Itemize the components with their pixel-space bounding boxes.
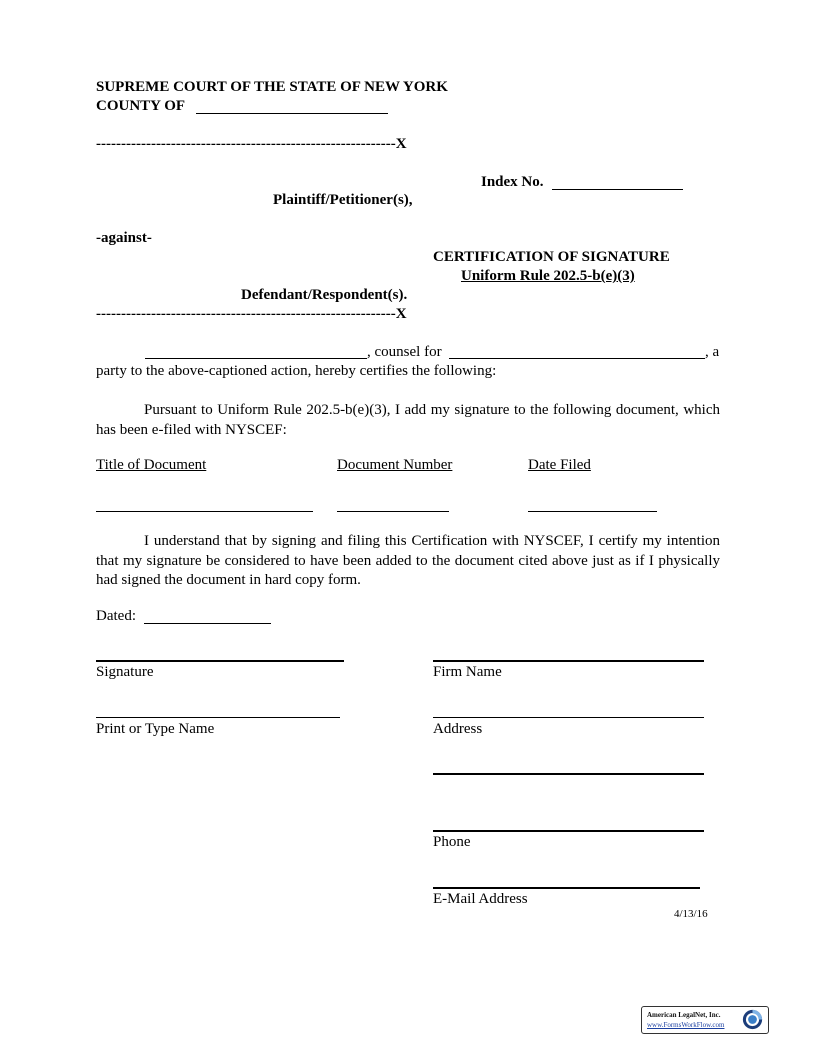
index-label: Index No.	[481, 174, 544, 190]
date-filed-header: Date Filed	[528, 457, 591, 473]
dated-label: Dated:	[96, 608, 136, 624]
title-of-document-blank[interactable]	[96, 511, 313, 512]
revision-date: 4/13/16	[674, 908, 708, 920]
phone-line[interactable]	[433, 830, 704, 832]
document-number-header: Document Number	[337, 457, 453, 473]
firm-name-line[interactable]	[433, 660, 704, 662]
email-line[interactable]	[433, 887, 700, 889]
phone-label: Phone	[433, 834, 471, 850]
document-number-blank[interactable]	[337, 511, 449, 512]
plaintiff-label: Plaintiff/Petitioner(s),	[273, 192, 413, 208]
understand-paragraph	[96, 532, 720, 591]
firm-name-label: Firm Name	[433, 664, 502, 680]
title-of-document-header: Title of Document	[96, 457, 207, 473]
signature-label: Signature	[96, 664, 154, 680]
caption-separator-bottom: ------------------------------------------------------------X	[96, 306, 407, 322]
caption-separator-top: ------------------------------------------------------------X	[96, 136, 407, 152]
counsel-name-blank[interactable]	[145, 358, 367, 359]
county-blank[interactable]	[196, 113, 388, 114]
print-name-line[interactable]	[96, 717, 340, 718]
email-label: E-Mail Address	[433, 891, 528, 907]
counsel-for-text: , counsel for	[367, 344, 442, 360]
address-line[interactable]	[433, 717, 704, 718]
pursuant-paragraph	[96, 401, 720, 440]
address-label: Address	[433, 721, 483, 737]
address-line-2[interactable]	[433, 773, 704, 775]
badge-company: American LegalNet, Inc.	[647, 1011, 721, 1019]
rule-reference: Uniform Rule 202.5-b(e)(3)	[461, 268, 635, 284]
a-text: , a	[705, 344, 720, 360]
signature-line[interactable]	[96, 660, 344, 662]
date-filed-blank[interactable]	[528, 511, 657, 512]
document-title: CERTIFICATION OF SIGNATURE	[433, 249, 670, 265]
party-name-blank[interactable]	[449, 358, 705, 359]
american-legalnet-badge[interactable]	[641, 1006, 769, 1034]
globe-logo-icon	[742, 1009, 763, 1030]
court-heading: SUPREME COURT OF THE STATE OF NEW YORK	[96, 79, 448, 95]
dated-blank[interactable]	[144, 623, 271, 624]
understand-text: I understand that by signing and filing this Certification with NYSCEF, I certify my intention that my signature be considered to have been added to the document cited above just as if I physically had signed the document in hard copy form.	[96, 533, 720, 588]
against-label: -against-	[96, 230, 152, 246]
badge-url-link[interactable]: www.FormsWorkFlow.com	[647, 1021, 725, 1029]
county-label: COUNTY OF	[96, 98, 186, 114]
party-certifies-text: party to the above-captioned action, hereby certifies the following:	[96, 363, 497, 379]
defendant-label: Defendant/Respondent(s).	[241, 287, 408, 303]
index-number-blank[interactable]	[552, 189, 683, 190]
pursuant-text: Pursuant to Uniform Rule 202.5-b(e)(3), I add my signature to the following document, which has been e-filed with NYSCEF:	[96, 402, 720, 438]
print-name-label: Print or Type Name	[96, 721, 215, 737]
